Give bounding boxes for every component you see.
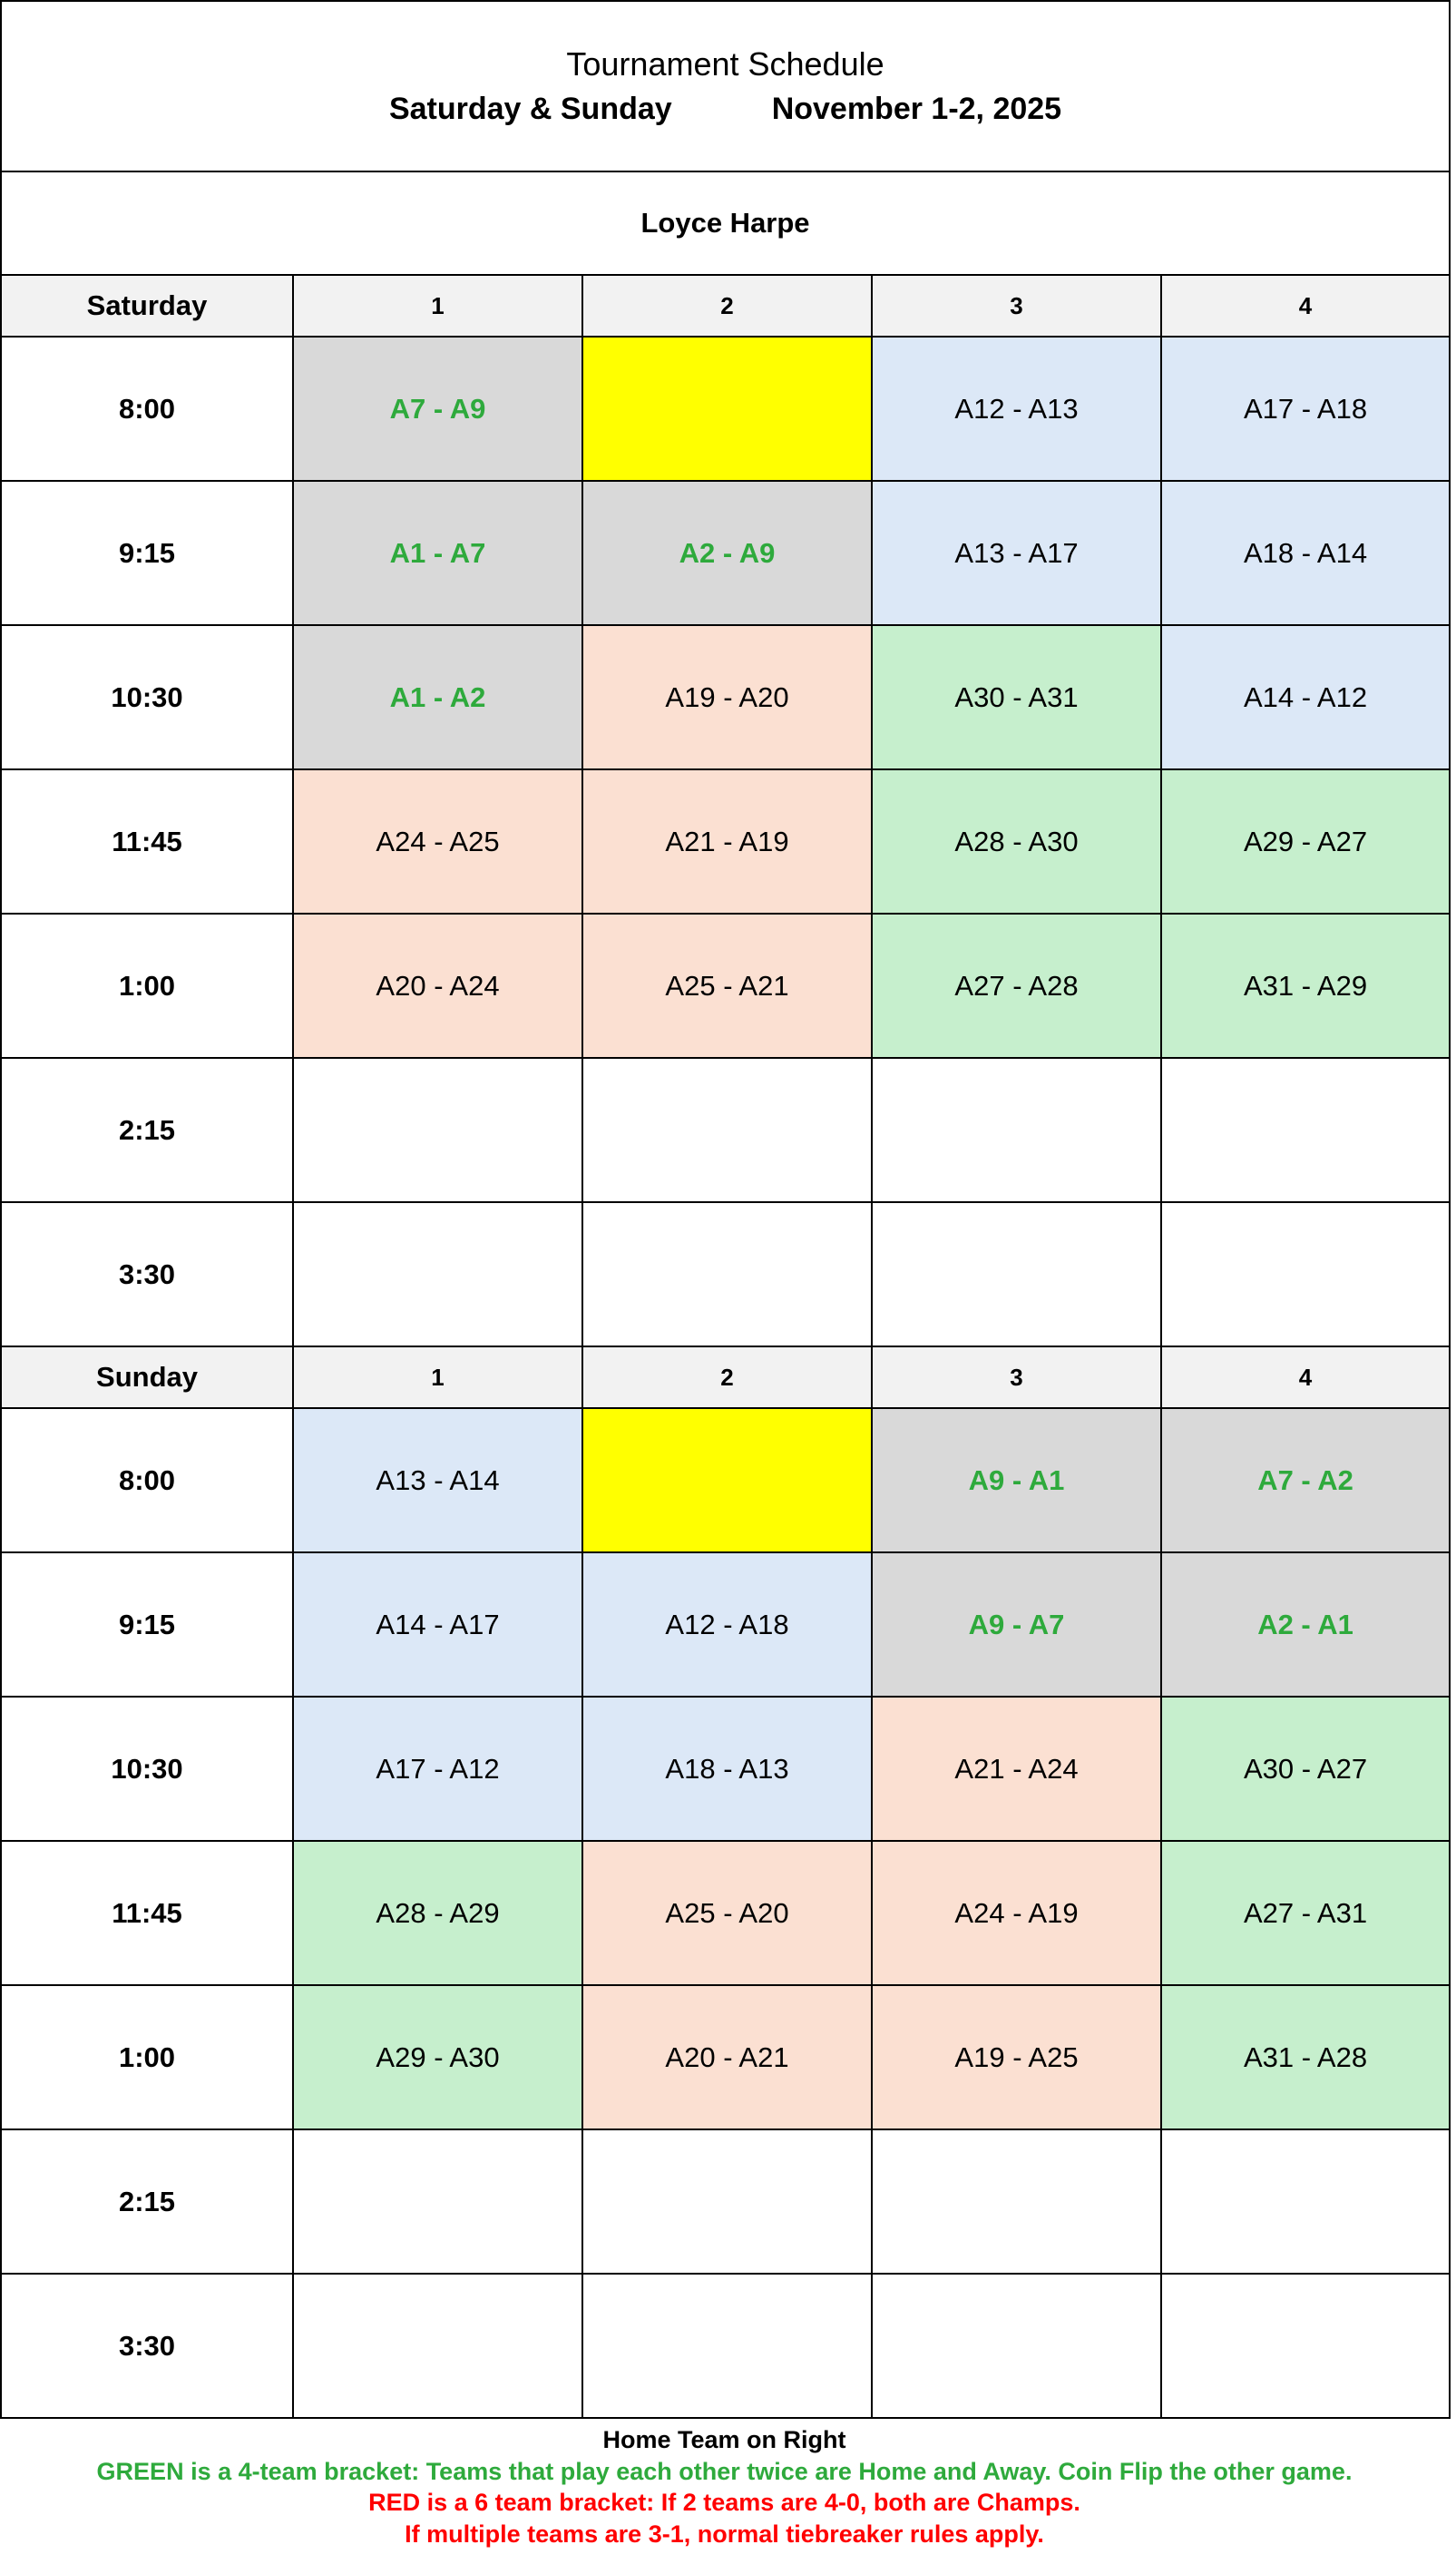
- sunday-header-row: [1, 1346, 1450, 1408]
- red-bracket-note: RED is a 6 team bracket: If 2 teams are 4-0, both are Champs.: [368, 2489, 1080, 2517]
- time-label: 8:00: [1, 1408, 293, 1552]
- match-cell[interactable]: A31 - A28: [1161, 1985, 1450, 2129]
- match-cell[interactable]: [872, 1202, 1161, 1346]
- table-row: [1, 1408, 1450, 1552]
- title-cell: [1, 1, 1450, 171]
- match-cell[interactable]: A25 - A20: [582, 1841, 872, 1985]
- match-cell[interactable]: [582, 2129, 872, 2274]
- match-cell[interactable]: A28 - A30: [872, 769, 1161, 914]
- match-cell[interactable]: A14 - A12: [1161, 625, 1450, 769]
- match-cell[interactable]: A17 - A18: [1161, 337, 1450, 481]
- match-cell[interactable]: A17 - A12: [293, 1697, 582, 1841]
- time-label: 3:30: [1, 1202, 293, 1346]
- time-label: 2:15: [1, 1058, 293, 1202]
- day-label-sunday: Sunday: [1, 1346, 293, 1408]
- time-label: 1:00: [1, 1985, 293, 2129]
- match-cell[interactable]: [582, 337, 872, 481]
- match-cell[interactable]: [582, 2274, 872, 2418]
- table-row: [1, 2129, 1450, 2274]
- match-cell[interactable]: A30 - A31: [872, 625, 1161, 769]
- court-header-1: 1: [293, 1346, 582, 1408]
- match-cell[interactable]: [1161, 1202, 1450, 1346]
- table-row: [1, 1058, 1450, 1202]
- match-cell[interactable]: A7 - A9: [293, 337, 582, 481]
- match-cell[interactable]: A19 - A20: [582, 625, 872, 769]
- court-header-3: 3: [872, 275, 1161, 337]
- green-bracket-note: GREEN is a 4-team bracket: Teams that play each other twice are Home and Away. Coin Flip the other game.: [96, 2457, 1353, 2485]
- match-cell[interactable]: A27 - A31: [1161, 1841, 1450, 1985]
- match-cell[interactable]: [582, 1202, 872, 1346]
- match-cell[interactable]: [1161, 1058, 1450, 1202]
- match-cell[interactable]: A2 - A9: [582, 481, 872, 625]
- footer-notes: [0, 2419, 1449, 2549]
- match-cell[interactable]: A18 - A13: [582, 1697, 872, 1841]
- match-cell[interactable]: A20 - A21: [582, 1985, 872, 2129]
- court-header-1: 1: [293, 275, 582, 337]
- court-header-2: 2: [582, 1346, 872, 1408]
- gym-row: [1, 171, 1450, 275]
- table-row: [1, 1841, 1450, 1985]
- court-header-4: 4: [1161, 275, 1450, 337]
- match-cell[interactable]: [293, 1202, 582, 1346]
- match-cell[interactable]: A29 - A27: [1161, 769, 1450, 914]
- day-label-saturday: Saturday: [1, 275, 293, 337]
- table-row: [1, 1985, 1450, 2129]
- match-cell[interactable]: A1 - A2: [293, 625, 582, 769]
- match-cell[interactable]: A24 - A25: [293, 769, 582, 914]
- court-header-4: 4: [1161, 1346, 1450, 1408]
- time-label: 9:15: [1, 481, 293, 625]
- title-dates: November 1-2, 2025: [771, 92, 1062, 127]
- match-cell[interactable]: A29 - A30: [293, 1985, 582, 2129]
- title-days: Saturday & Sunday: [388, 92, 672, 127]
- match-cell[interactable]: [872, 1058, 1161, 1202]
- time-label: 3:30: [1, 2274, 293, 2418]
- table-row: [1, 914, 1450, 1058]
- match-cell[interactable]: A31 - A29: [1161, 914, 1450, 1058]
- match-cell[interactable]: [872, 2274, 1161, 2418]
- table-row: [1, 1697, 1450, 1841]
- match-cell[interactable]: A28 - A29: [293, 1841, 582, 1985]
- match-cell[interactable]: [872, 2129, 1161, 2274]
- match-cell[interactable]: [293, 1058, 582, 1202]
- match-cell[interactable]: A18 - A14: [1161, 481, 1450, 625]
- tiebreaker-note: If multiple teams are 3-1, normal tiebreaker rules apply.: [405, 2520, 1044, 2548]
- time-label: 8:00: [1, 337, 293, 481]
- table-row: [1, 625, 1450, 769]
- table-row: [1, 769, 1450, 914]
- gym-name: Loyce Harpe: [1, 171, 1450, 275]
- time-label: 2:15: [1, 2129, 293, 2274]
- time-label: 10:30: [1, 1697, 293, 1841]
- match-cell[interactable]: A27 - A28: [872, 914, 1161, 1058]
- match-cell[interactable]: A2 - A1: [1161, 1552, 1450, 1697]
- table-row: [1, 337, 1450, 481]
- page-title: Tournament Schedule: [566, 45, 884, 83]
- table-row: [1, 1552, 1450, 1697]
- match-cell[interactable]: A9 - A7: [872, 1552, 1161, 1697]
- match-cell[interactable]: A21 - A24: [872, 1697, 1161, 1841]
- match-cell[interactable]: A1 - A7: [293, 481, 582, 625]
- match-cell[interactable]: A9 - A1: [872, 1408, 1161, 1552]
- match-cell[interactable]: A25 - A21: [582, 914, 872, 1058]
- saturday-header-row: [1, 275, 1450, 337]
- time-label: 1:00: [1, 914, 293, 1058]
- match-cell[interactable]: [293, 2274, 582, 2418]
- match-cell[interactable]: A21 - A19: [582, 769, 872, 914]
- match-cell[interactable]: [1161, 2129, 1450, 2274]
- match-cell[interactable]: A19 - A25: [872, 1985, 1161, 2129]
- match-cell[interactable]: A20 - A24: [293, 914, 582, 1058]
- match-cell[interactable]: A12 - A13: [872, 337, 1161, 481]
- title-row: [1, 1, 1450, 171]
- match-cell[interactable]: A30 - A27: [1161, 1697, 1450, 1841]
- time-label: 9:15: [1, 1552, 293, 1697]
- schedule-body: [1, 1, 1450, 2418]
- match-cell[interactable]: A7 - A2: [1161, 1408, 1450, 1552]
- match-cell[interactable]: [293, 2129, 582, 2274]
- table-row: [1, 2274, 1450, 2418]
- match-cell[interactable]: A13 - A14: [293, 1408, 582, 1552]
- home-team-note: Home Team on Right: [602, 2426, 846, 2453]
- table-row: [1, 1202, 1450, 1346]
- court-header-3: 3: [872, 1346, 1161, 1408]
- match-cell[interactable]: A13 - A17: [872, 481, 1161, 625]
- time-label: 11:45: [1, 1841, 293, 1985]
- time-label: 10:30: [1, 625, 293, 769]
- match-cell[interactable]: [1161, 2274, 1450, 2418]
- match-cell[interactable]: A14 - A17: [293, 1552, 582, 1697]
- match-cell[interactable]: A12 - A18: [582, 1552, 872, 1697]
- match-cell[interactable]: [582, 1408, 872, 1552]
- match-cell[interactable]: A24 - A19: [872, 1841, 1161, 1985]
- match-cell[interactable]: [582, 1058, 872, 1202]
- time-label: 11:45: [1, 769, 293, 914]
- court-header-2: 2: [582, 275, 872, 337]
- table-row: [1, 481, 1450, 625]
